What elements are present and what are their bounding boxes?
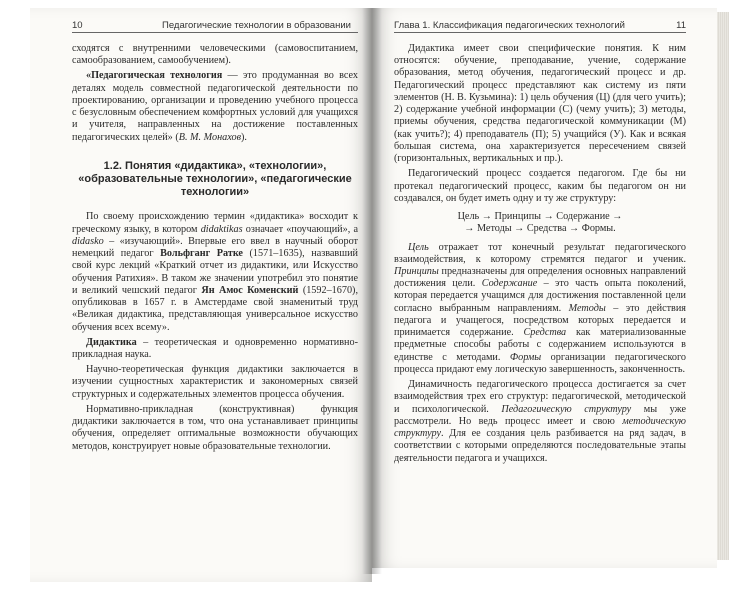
structure-formula	[394, 211, 686, 235]
left-header-rule	[72, 32, 358, 33]
text: – теоретическая и одновременно нормативно-прикладная наука.	[72, 336, 358, 361]
paragraph	[394, 379, 686, 465]
term: Формы	[509, 351, 542, 363]
text: (1571–1635), назвавший свой курс лекций «Краткий отчет из дидактики, или Искусство обучения Ратихия». В таком же значении употребил это понятие и великий чешский педагог	[72, 248, 358, 296]
text: (1592–1670), опубликовав в 1657 г. в Амстердаме свой знаменитый труд «Великая дидактика, представляющая универсальное искусство обучения всех всему».	[72, 284, 358, 333]
person-name: Ян Амос Коменский	[201, 284, 299, 296]
author: В. М. Монахов	[178, 131, 241, 143]
paragraph	[394, 242, 686, 377]
right-header-rule	[394, 32, 686, 33]
left-page	[30, 8, 372, 582]
right-page-number: 11	[676, 20, 686, 31]
text: – это часть опыта поколений, которая передается учащимся для достижения поставленной цели согласно выбранным направлениям.	[394, 278, 687, 314]
term: Методы	[568, 302, 606, 314]
left-page-number: 10	[72, 20, 83, 31]
section-heading: 1.2. Понятия «дидактика», «технологии», «образовательные технологии», «педагогические технологии»	[78, 159, 352, 199]
text: означает «поучающий», а	[242, 223, 358, 235]
paragraph-definition	[72, 70, 358, 143]
book-spine-shadow	[362, 8, 382, 574]
term: Содержание	[481, 278, 538, 290]
paragraph: Научно-теоретическая функция дидактики заключается в изучении сущностных характеристик и закономерных связей структурных и содержательных элементов процесса обучения.	[72, 364, 358, 400]
right-page-body	[394, 43, 686, 468]
text: как материализованные предметные способы работы с содержанием используются в единстве с методами.	[394, 327, 686, 363]
text: – «изучающий». Впервые его ввел в научный оборот немецкий педагог	[72, 235, 358, 260]
text: Динамичность педагогического процесса достигается за счет взаимодействия трех его структур: педагогической, методической и психологической.	[394, 379, 686, 415]
text: предназначены для определения основных направлений достижения цели.	[394, 265, 686, 290]
left-running-title: Педагогические технологии в образовании	[162, 20, 351, 31]
term: методическую структуру	[394, 415, 686, 440]
right-page	[372, 8, 717, 568]
term: Принципы	[394, 265, 439, 277]
text: организации педагогического процесса придают ему логическую завершенность, законченность.	[394, 351, 686, 375]
term: Цель	[408, 241, 429, 253]
paragraph: Дидактика имеет свои специфические понятия. К ним относятся: обучение, преподавание, учение, содержание образования, метод обучения, педагогический процесс и др. Педагогический процесс представляют как систему из пяти элементов (Н. В. Кузьмина): 1) цель обучения (Ц) (для чего учить); 2) содержание учебной информации (С) (чему учить); 3) методы, приемы обучения, средства педагогической коммуникации (М) (как учить?); 4) преподаватель (П); 5) учащийся (У). Как и всякая большая система, она характеризуется пересечением связей (горизонтальных, вертикальных и пр.).	[394, 43, 686, 165]
page-edges	[717, 12, 729, 560]
left-page-body	[72, 43, 358, 456]
term: didasko	[72, 235, 104, 247]
text: – это действия педагога и учащегося, посредством которых передается и принимается содержание.	[394, 302, 686, 339]
term: Дидактика	[86, 336, 137, 348]
paragraph	[72, 337, 358, 361]
paragraph: сходятся с внутренними человеческими (самовоспитанием, самообразованием, самообучением).	[72, 43, 358, 67]
paragraph: Нормативно-прикладная (конструктивная) функция дидактики заключается в том, что она устанавливает принципы обучения, определяет оптимальные возможности обучающих методов, конструирует новые образовательные технологии.	[72, 403, 358, 452]
text: мы уже рассмотрели. Но ведь процесс имеет и свою	[394, 403, 686, 427]
text: — это продуманная во всех деталях модель совместной педагогической деятельности по проектированию, организации и проведению учебного процесса с безусловным обеспечением комфортных условий для учащихся и учителя, направленных на достижение поставленных педагогических целей» (	[72, 70, 358, 143]
text: По своему происхождению термин «дидактика» восходит к греческому языку, в котором	[72, 211, 358, 235]
term: Средства	[523, 327, 567, 339]
text: . Для ее создания цель разбивается на ряд задач, в соответствии с которыми определяются последовательные этапы деятельности педагога и учащихся.	[394, 428, 686, 464]
formula-line: → Методы → Средства → Формы.	[464, 223, 616, 235]
person-name: Вольфганг Ратке	[160, 248, 243, 260]
right-running-title: Глава 1. Классификация педагогических технологий	[394, 20, 625, 31]
paragraph: Педагогический процесс создается педагогом. Где бы ни протекал педагогический процесс, каким бы педагогом он ни создавался, он будет иметь одну и ту же структуру:	[394, 168, 686, 204]
term: didaktikas	[200, 223, 243, 235]
text: ).	[241, 131, 247, 143]
text: отражает тот конечный результат педагогического взаимодействия, к которому стремятся педагог и ученик.	[394, 241, 686, 265]
paragraph	[72, 211, 358, 333]
term: «Педагогическая технология	[86, 70, 223, 82]
term: Педагогическую структуру	[501, 403, 632, 415]
formula-line: Цель → Принципы → Содержание →	[457, 211, 623, 223]
